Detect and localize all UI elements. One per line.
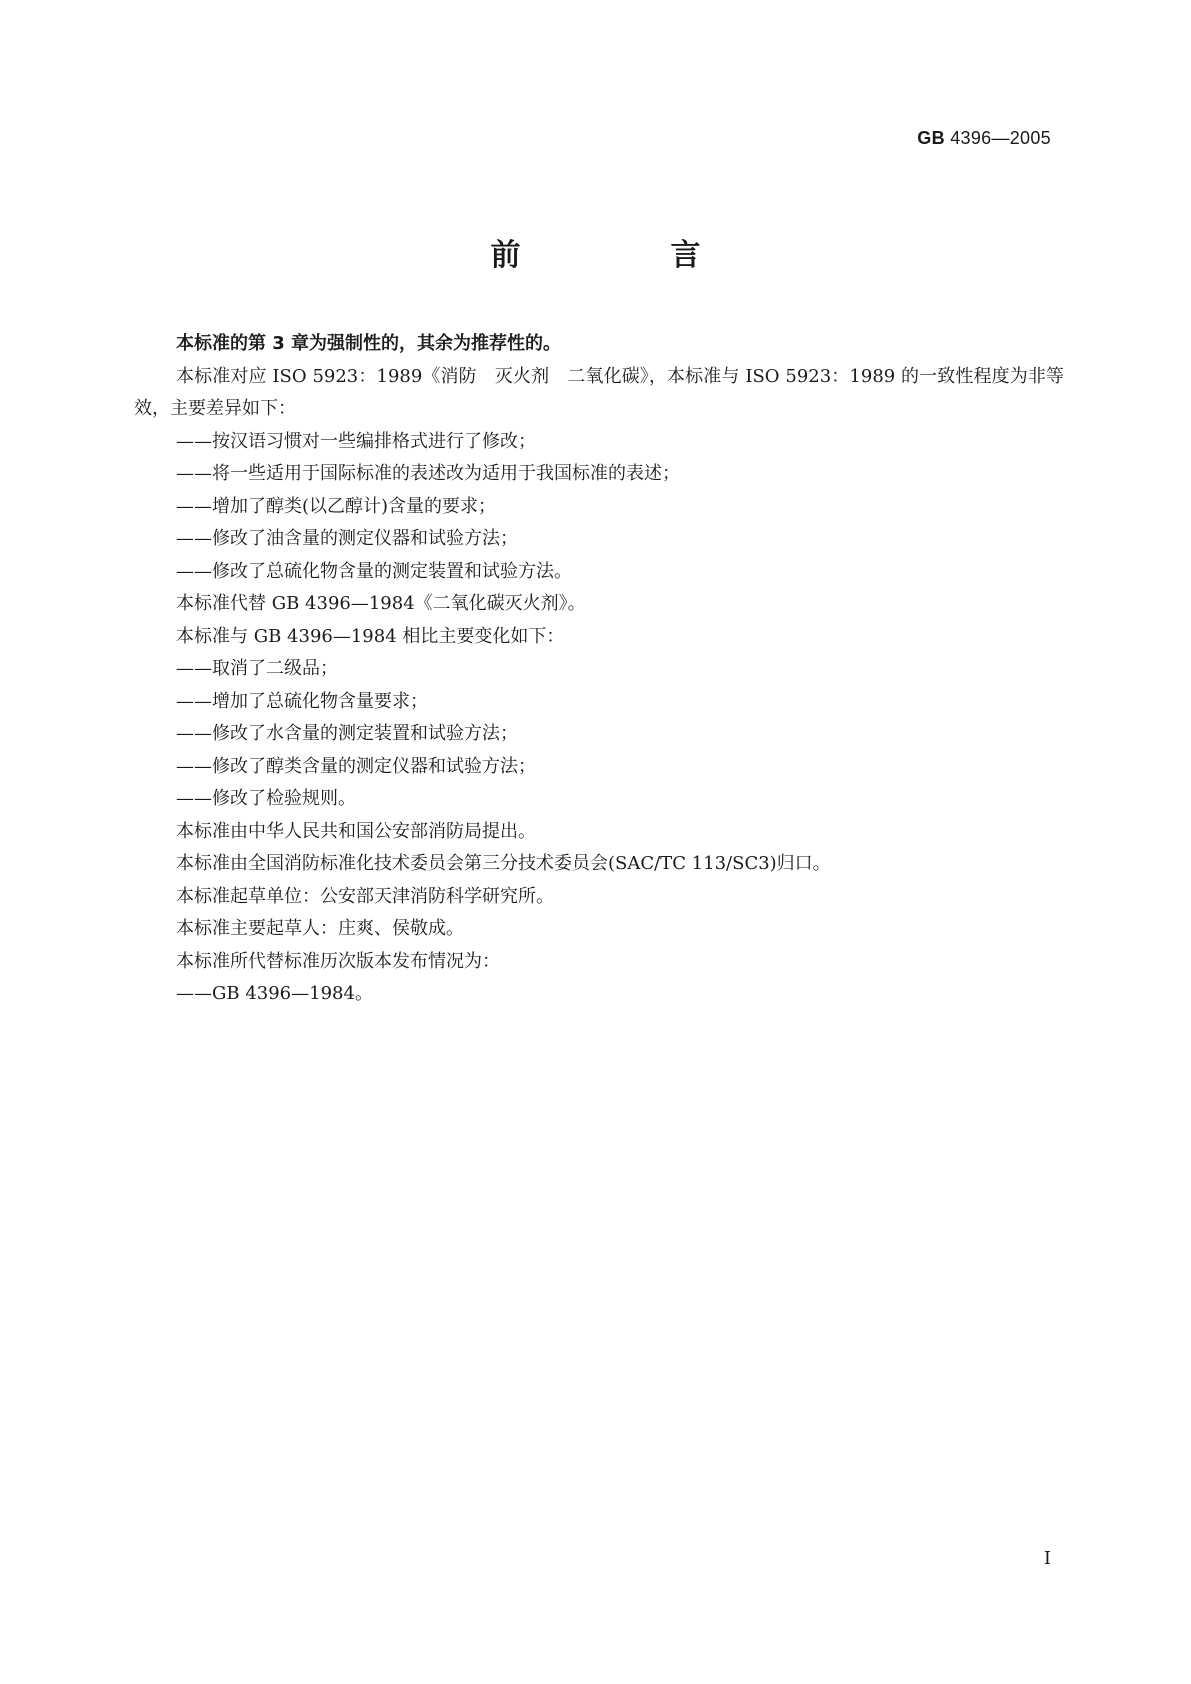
list-item-difference: ——修改了总硫化物含量的测定装置和试验方法。	[176, 560, 572, 582]
list-item-change: ——取消了二级品；	[176, 658, 338, 679]
document-number	[917, 128, 1051, 149]
paragraph-replaces: 本标准代替 GB 4396—1984《二氧化碳灭火剂》。	[176, 593, 586, 614]
page-title: 前 言	[490, 238, 761, 273]
list-item-difference: ——按汉语习惯对一些编排格式进行了修改；	[176, 430, 536, 452]
list-item-difference: ——增加了醇类(以乙醇计)含量的要求；	[176, 495, 497, 517]
list-item-change: ——修改了水含量的测定装置和试验方法；	[176, 723, 518, 744]
paragraph-iso-correspondence: 本标准对应 ISO 5923：1989《消防 灭火剂 二氧化碳》，本标准与 ISO 5923：1989 的一致性程度为非等效，主要差异如下：	[134, 365, 1064, 419]
paragraph-history-intro: 本标准所代替标准历次版本发布情况为：	[176, 950, 500, 972]
paragraph-drafting-unit: 本标准起草单位：公安部天津消防科学研究所。	[176, 885, 554, 907]
list-item-difference: ——修改了油含量的测定仪器和试验方法；	[176, 528, 518, 549]
document-number-prefix: GB	[917, 128, 945, 148]
page-number: Ⅰ	[1043, 1548, 1051, 1569]
document-number-value: 4396—2005	[950, 128, 1051, 148]
paragraph-proposer: 本标准由中华人民共和国公安部消防局提出。	[176, 820, 536, 842]
list-item-history: ——GB 4396—1984。	[176, 983, 373, 1004]
list-item-change: ——增加了总硫化物含量要求；	[176, 690, 428, 712]
list-item-difference: ——将一些适用于国际标准的表述改为适用于我国标准的表述；	[176, 463, 680, 484]
paragraph-mandatory-note: 本标准的第 3 章为强制性的，其余为推荐性的。	[176, 333, 562, 354]
list-item-change: ——修改了检验规则。	[176, 788, 356, 809]
paragraph-changes-intro: 本标准与 GB 4396—1984 相比主要变化如下：	[176, 625, 565, 647]
paragraph-committee: 本标准由全国消防标准化技术委员会第三分技术委员会(SAC/TC 113/SC3)归口。	[176, 853, 831, 874]
foreword-body	[134, 328, 1064, 1011]
list-item-change: ——修改了醇类含量的测定仪器和试验方法；	[176, 755, 536, 777]
paragraph-drafters: 本标准主要起草人：庄爽、侯敬成。	[176, 918, 464, 939]
